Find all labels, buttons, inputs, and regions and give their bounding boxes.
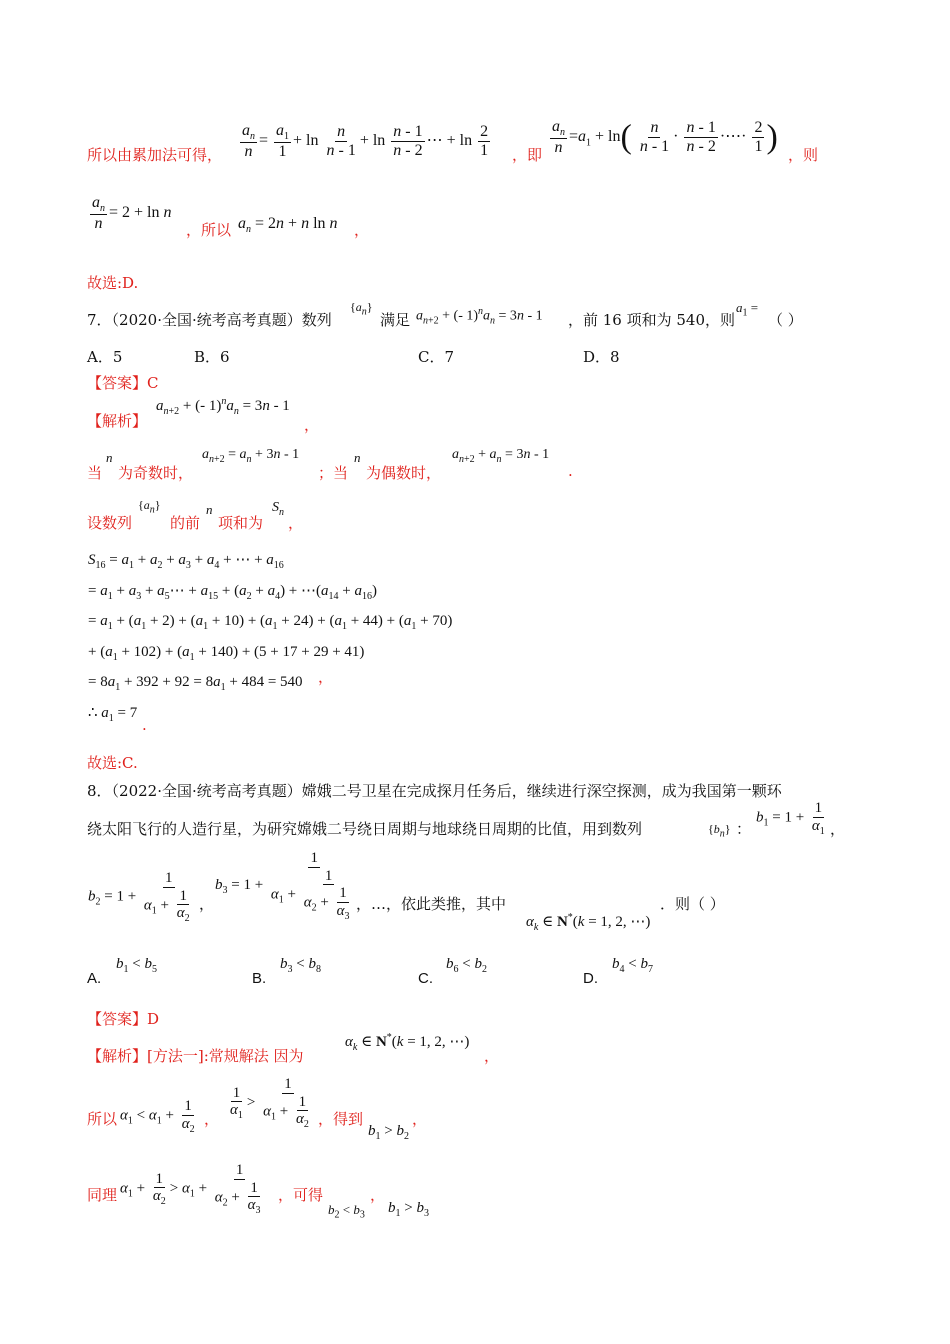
comma: ， [199,895,215,913]
formula-seq-bn: $\{b_n\}$ [708,822,731,840]
comma: ， [304,416,320,434]
colon: ： [736,820,752,838]
odd-case-a: 当 [87,464,103,482]
formula-odd: $a_{n+2} = a_n + 3n - 1$ [202,447,300,465]
formula-accumulation: $\frac{a_n}{n}$ = $\frac{a_1}{1}$ + ln $\frac{n}{n - 1}$ + ln $\frac{n - 1}{n - 2}$ ⋯ + ln $\frac{2}{1}$ [242,122,489,161]
q7-stem-b: 满足 [380,311,411,329]
q7-option-d: D．8 [583,348,620,366]
formula-b1-gt-b2: $b_1 > b_2$ [368,1123,409,1142]
formula-an: $a_n = 2n + n$ ln n [238,215,338,236]
formula-b2-lt-b3: $b_2 < b_3$ [328,1202,365,1221]
q8-option-d-label: D. [583,970,598,987]
comma: ， [830,820,846,838]
comma: ， [484,1047,500,1065]
formula-seq-an: $\{a_n\}$ [138,498,161,516]
comma: ， [318,668,334,686]
let-b: 的前 [170,514,201,532]
formula-even: $a_{n+2} + a_n = 3n - 1$ [452,447,550,465]
formula-option-c: $b_6 < b_2$ [446,956,487,975]
choice-d: 故选:D. [87,274,139,292]
so-text: ，所以 [186,221,232,239]
formula-a1: $a_1$ = [736,300,759,319]
formula-ineq-1: $\alpha_1 < \alpha_1$ + $\frac{1}{\alpha_2}$ [120,1098,195,1135]
q7-option-c: C．7 [418,348,455,366]
can-get-text: ，可得 [278,1186,324,1204]
formula-alpha-k: $\alpha_k$ ∈ N*(k = 1, 2, ⋯) [526,912,651,933]
comma: ， [354,221,370,239]
comma: ， [412,1110,428,1128]
formula-alpha-k-2: $\alpha_k$ ∈ N*(k = 1, 2, ⋯) [345,1032,470,1053]
let-a: 设数列 [87,514,133,532]
q8-stem-line2: 绕太阳飞行的人造行星，为研究嫦娥二号绕日周期与地球绕日周期的比值，用到数列 [87,820,643,838]
accumulation-text: 所以由累加法可得， [87,146,223,164]
q8-stem-line1: 8．（2022·全国·统考高考真题）嫦娥二号卫星在完成探月任务后，继续进行深空探测，成为我国第一颗环 [87,782,782,800]
formula-n: n [106,450,113,465]
similarly-text: 同理 [87,1186,118,1204]
q7-stem-d: （ ） [768,311,803,329]
q8-ellipsis-text: ，…，依此类推，其中 [356,895,507,913]
formula-option-b: $b_3 < b_8$ [280,956,321,975]
q7-option-b: B．6 [194,348,230,366]
formula-product-log: $\frac{a_n}{n}$ $=a_1 + \ln$( $\frac{n}{n - 1}$ · $\frac{n - 1}{n - 2}$ ·⋯· $\frac{2}{1}$ ) [552,118,778,157]
formula-b3: $b_3 = 1$ + 1 $\alpha_1$ + 1 $\alpha_2$ + $\frac{1}{\alpha_3}$ [215,850,350,922]
formula-sn: $S_n$ [272,500,284,518]
so-text: 所以 [87,1110,118,1128]
formula-recurrence-2: $a_{n+2}$ + (- $1)^na_n = 3n - 1$ [156,396,290,417]
formula-seq-an: $\{a_n\}$ [350,300,373,318]
formula-ineq-2: $\frac{1}{\alpha_1}$ > 1 $\alpha_1$ + $\frac{1}{\alpha_2}$ [230,1076,309,1130]
formula-n: n [206,502,213,517]
q8-analysis: 【解析】[方法一]:常规解法 因为 [87,1047,304,1065]
odd-case-b: 为奇数时， [118,464,194,482]
q7-stem-c: ，前 16 项和为 540，则 [568,311,736,329]
q7-analysis-label: 【解析】 [87,412,148,430]
choice-c: 故选:C. [87,754,138,772]
then-text: ，则 [788,146,819,164]
separator: ；当 [318,464,349,482]
formula-an-over-n: $\frac{a_n}{n}$ = 2 + ln n [92,194,172,233]
formula-recurrence: $a_{n+2}$ + (- $1)^na_n = 3n - 1$ [416,306,543,327]
formula-n: n [354,450,361,465]
formula-b1-gt-b3: $b_1 > b_3$ [388,1200,429,1219]
comma: ， [204,1110,220,1128]
period: . [142,716,147,734]
formula-b2: $b_2 = 1$ + 1 $\alpha_1$ + $\frac{1}{\alpha_2}$ [88,870,190,924]
formula-a1-result: ∴ $a_1 = 7$ [88,705,138,724]
formula-sum-derivation: $S_{16} = a_1 + a_2 + a_3 + a_4$ + ⋯ + $a_{16}$ = $a_1 + a_3$ + $a_5\cdots + a_{15} + (a_2 + a_4)$ + $\cdots(a_{14} + a_{16})$ = $a_1 + (a_1 + 2) + (a_1 + 10) + (a_1 + 24) + (a_1 + 44) + (a_1 + 70)$ + $(a_1 + 102) + (a_1 + 140) + (5 + 17 + 29 + 41)$ = $8a_1 + 392 + 92 = 8a_1 + 484 = 540$ [88,552,453,693]
q8-then: ．则（ ） [660,895,725,913]
comma: ， [370,1186,386,1204]
get-text: ，得到 [318,1110,364,1128]
comma: ， [288,514,304,532]
period: . [568,462,573,480]
q7-stem-a: 7．（2020·全国·统考高考真题）数列 [87,311,332,329]
q8-option-b-label: B. [252,970,267,987]
q7-answer: 【答案】C [87,374,159,392]
q8-option-c-label: C. [418,970,433,987]
even-case-b: 为偶数时， [366,464,442,482]
q8-option-a-label: A. [87,970,102,987]
formula-option-d: $b_4 < b_7$ [612,956,653,975]
let-c: 项和为 [218,514,264,532]
formula-option-a: $b_1 < b_5$ [116,956,157,975]
ie-text: ，即 [512,146,543,164]
q7-option-a: A．5 [87,348,123,366]
formula-ineq-3: $\alpha_1$ + $\frac{1}{\alpha_2}$ > $\alpha_1$ + 1 $\alpha_2$ + $\frac{1}{\alpha_3}$ [120,1162,261,1216]
formula-b1: $b_1 = 1$ + $\frac{1}{\alpha_1}$ [756,800,825,837]
q8-answer: 【答案】D [87,1010,160,1028]
